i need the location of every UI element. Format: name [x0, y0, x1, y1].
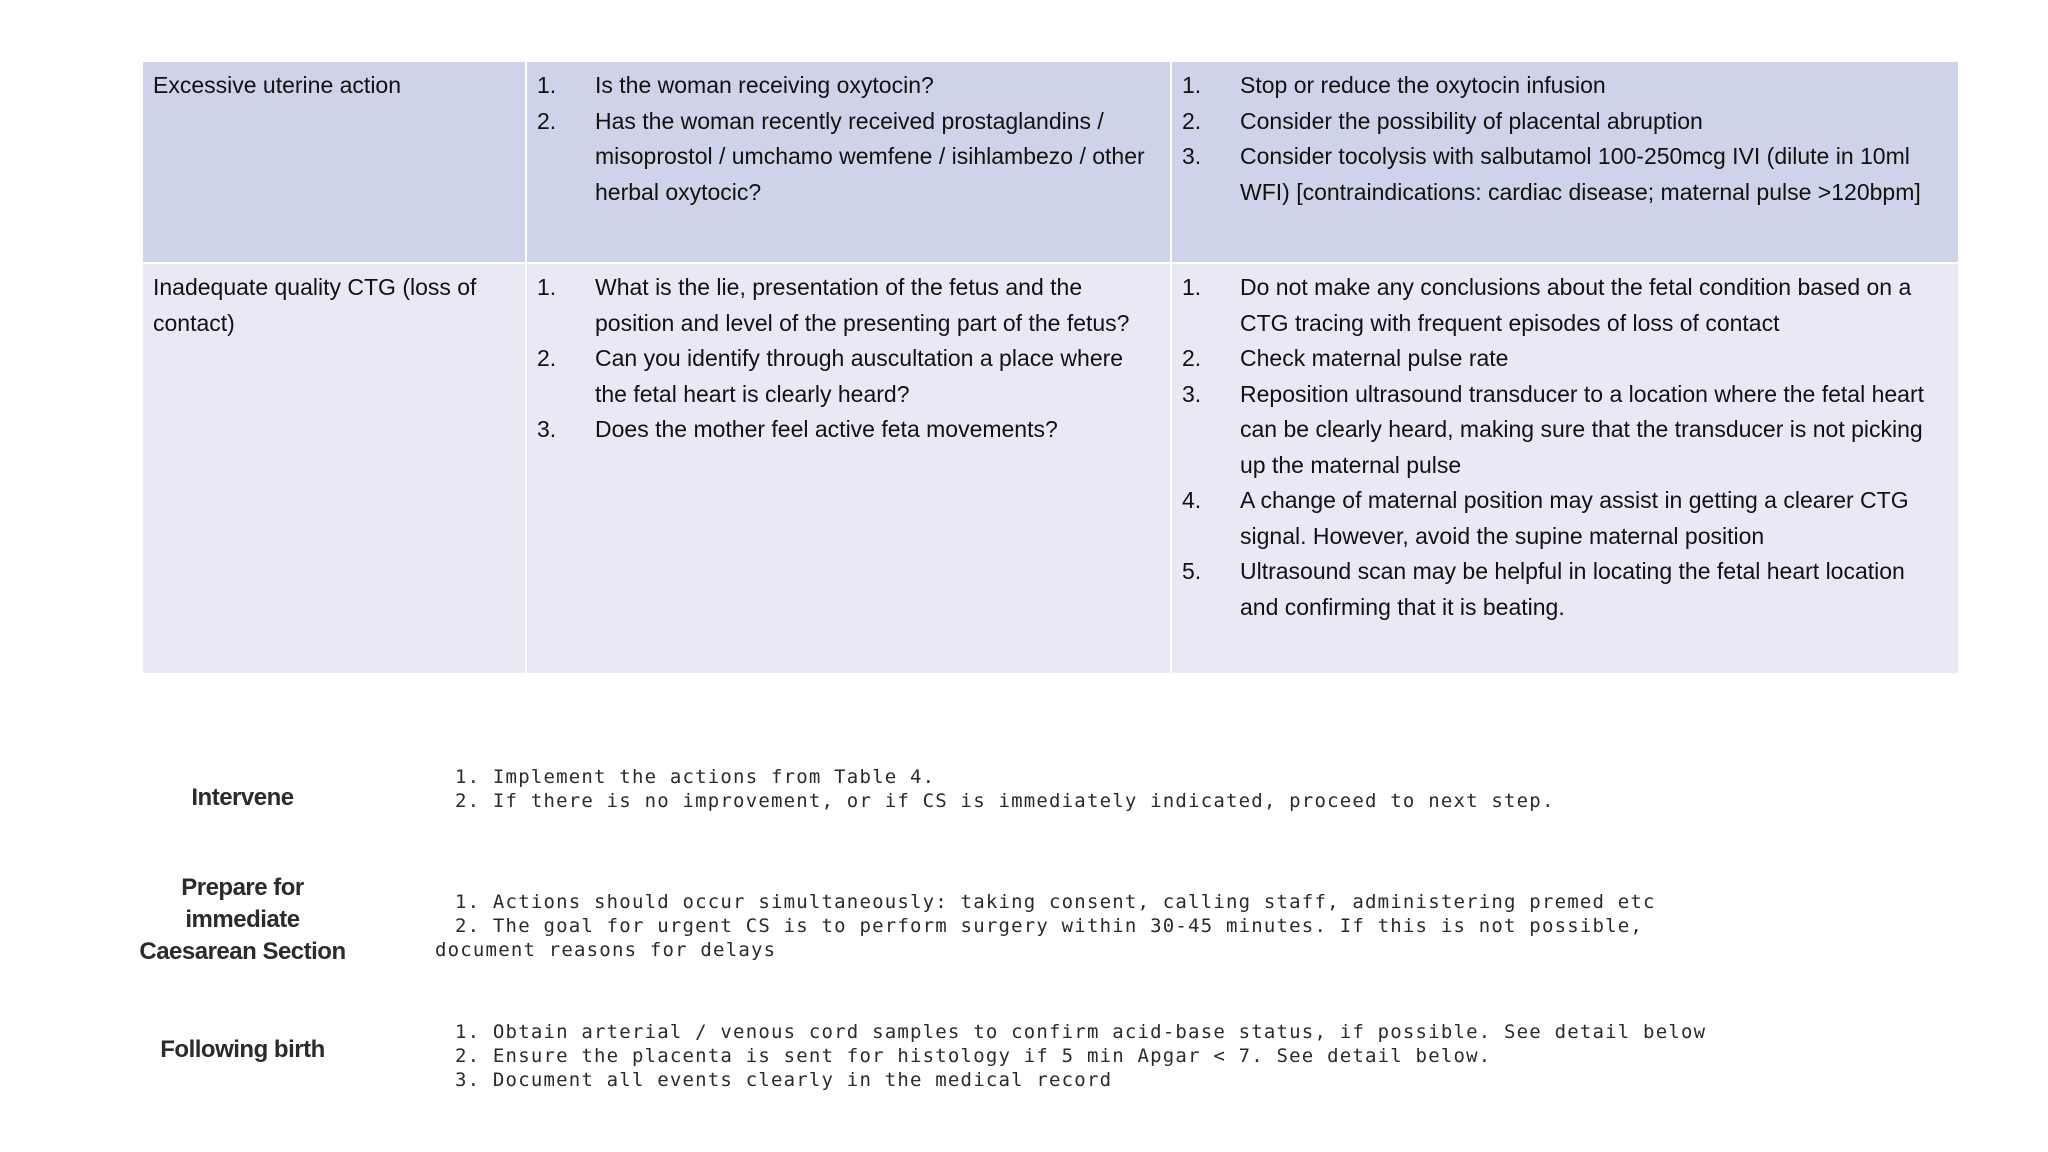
- step-line: 2. The goal for urgent CS is to perform surgery within 30-45 minutes. If this is not possible,: [455, 915, 1644, 937]
- list-item: 4. A change of maternal position may assist in getting a clearer CTG signal. However, avoid the supine maternal position: [1182, 487, 1909, 549]
- list-item: 3. Consider tocolysis with salbutamol 100-250mcg IVI (dilute in 10ml WFI) [contraindications: cardiac disease; maternal pulse >120bpm]: [1182, 143, 1921, 205]
- ctg-action-table: [143, 62, 1958, 675]
- step-line: 2. If there is no improvement, or if CS is immediately indicated, proceed to next step.: [455, 790, 1555, 812]
- table-row-1-questions: [527, 62, 1172, 264]
- step-title-intervene: Intervene: [191, 784, 294, 811]
- step-title-following-birth: Following birth: [160, 1036, 325, 1063]
- list-item: 1. What is the lie, presentation of the fetus and the position and level of the presenting part of the fetus?: [537, 274, 1130, 336]
- action-list: [1182, 68, 1948, 210]
- step-line: 1. Implement the actions from Table 4.: [455, 766, 936, 788]
- action-list: [1182, 270, 1948, 625]
- list-item: 2. Check maternal pulse rate: [1182, 345, 1509, 371]
- condition-label: Excessive uterine action: [153, 72, 402, 98]
- step-line: 1. Obtain arterial / venous cord samples to confirm acid-base status, if possible. See detail below: [455, 1021, 1707, 1043]
- question-list: [537, 68, 1160, 210]
- step-list-prepare-cs: [435, 890, 1975, 962]
- table-row-1-actions: [1172, 62, 1958, 264]
- step-line: 2. Ensure the placenta is sent for histology if 5 min Apgar < 7. See detail below.: [455, 1045, 1492, 1067]
- step-list-intervene: [435, 765, 1975, 813]
- list-item: 3. Does the mother feel active feta movements?: [537, 416, 1058, 442]
- list-item: 2. Can you identify through auscultation a place where the fetal heart is clearly heard?: [537, 345, 1124, 407]
- table-row-1-condition: [143, 62, 527, 264]
- list-item: 3. Reposition ultrasound transducer to a location where the fetal heart can be clearly heard, making sure that the transducer is not picking up the maternal pulse: [1182, 380, 1925, 478]
- list-item: 2. Has the woman recently received prostaglandins / misoprostol / umchamo wemfene / isihlambezo / other herbal oxytocic?: [537, 107, 1145, 205]
- table-row-2-questions: [527, 264, 1172, 675]
- list-item: 5. Ultrasound scan may be helpful in locating the fetal heart location and confirming that it is beating.: [1182, 558, 1905, 620]
- step-list-following-birth: [435, 1020, 1975, 1092]
- question-list: [537, 270, 1160, 448]
- table-row-2-condition: [143, 264, 527, 675]
- list-item: 1. Is the woman receiving oxytocin?: [537, 72, 934, 98]
- step-line: document reasons for delays: [435, 939, 777, 961]
- list-item: 1. Do not make any conclusions about the fetal condition based on a CTG tracing with frequent episodes of loss of contact: [1182, 274, 1912, 336]
- table-row-2-actions: [1172, 264, 1958, 675]
- condition-label: Inadequate quality CTG (loss of contact): [153, 274, 477, 336]
- step-line: 1. Actions should occur simultaneously: taking consent, calling staff, administering premed etc: [455, 891, 1656, 913]
- list-item: 1. Stop or reduce the oxytocin infusion: [1182, 72, 1606, 98]
- step-title-prepare-cs: Prepare for immediate Caesarean Section: [139, 874, 346, 965]
- list-item: 2. Consider the possibility of placental abruption: [1182, 107, 1703, 134]
- step-line: 3. Document all events clearly in the medical record: [455, 1069, 1113, 1091]
